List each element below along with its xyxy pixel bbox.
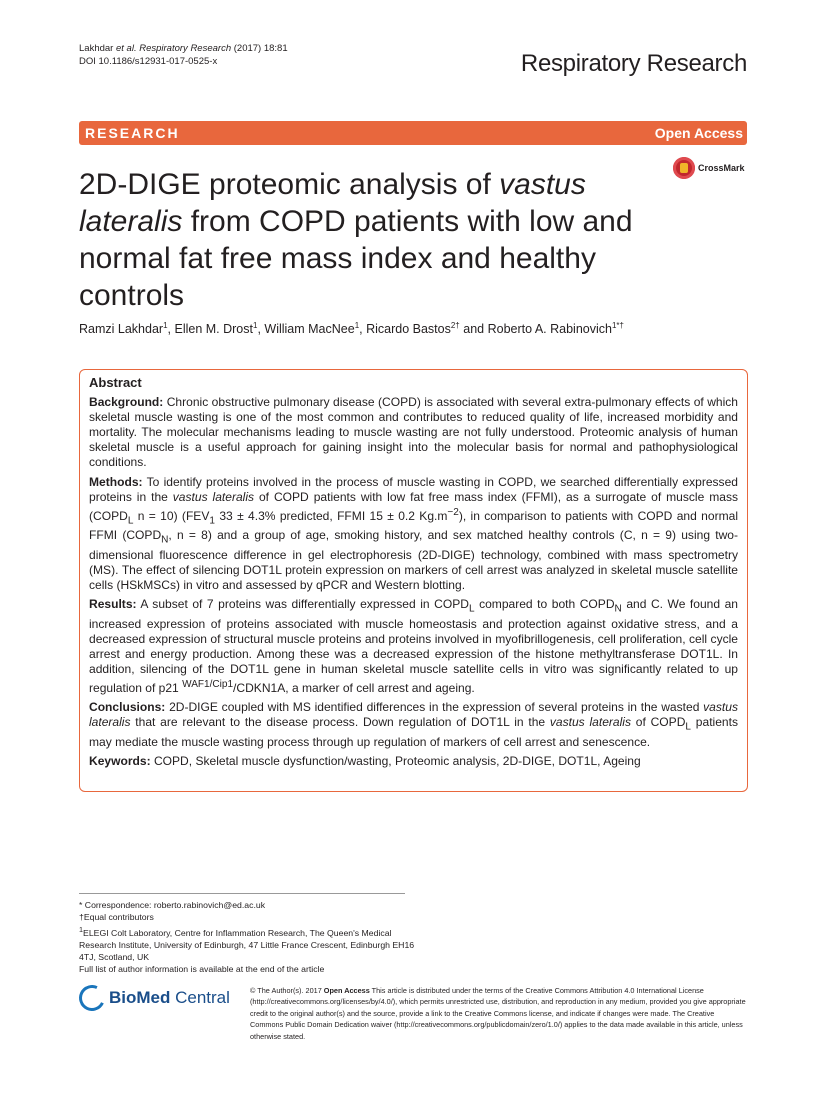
author-affil: 1 (252, 321, 258, 330)
conclusions-italic: vastus lateralis (549, 715, 631, 730)
article-title (79, 166, 659, 314)
publisher-bio: BioMed (109, 988, 171, 1007)
author-name[interactable]: Ellen M. Drost (174, 322, 253, 337)
methods-text: ), in comparison to patients with COPD and normal FFMI (COPD (89, 508, 738, 543)
full-list-note: Full list of author information is available at the end of the article (79, 964, 325, 975)
citation-authors: Lakhdar (79, 43, 114, 54)
author-name[interactable]: William MacNee (264, 322, 355, 337)
citation-tail: (2017) 18:81 (233, 43, 288, 54)
keywords-label: Keywords: (89, 753, 151, 768)
subscript: L (685, 721, 692, 733)
abstract-conclusions (89, 700, 738, 750)
crossmark-icon (673, 157, 695, 179)
footnotes (79, 899, 419, 976)
methods-text: To identify proteins involved in the process of muscle wasting in COPD, we searched differentially expressed proteins in the (89, 474, 738, 504)
author-name[interactable]: Ricardo Bastos (366, 322, 451, 337)
correspondence[interactable]: * Correspondence: roberto.rabinovich@ed.ac.uk (79, 900, 266, 910)
copyright: © The Author(s). 2017 (250, 986, 322, 995)
author-affil: 1 (163, 321, 168, 330)
results-text: /CDKN1A, a marker of cell arrest and ageing. (233, 680, 475, 695)
author-name[interactable]: Ramzi Lakhdar (79, 322, 164, 337)
methods-text: of COPD patients with low fat free mass index (FFMI), as a surrogate of muscle mass (COPD (89, 489, 738, 523)
title-part2: from COPD patients with low and normal fat free mass index and healthy controls (79, 205, 633, 312)
author-list: Ramzi Lakhdar$^1$, Ellen M. Drost$^1$, William MacNee$^1$, Ricardo Bastos$^{2\dagger}$ and Roberto A. Rabinovich$^{1*\dagger}$ (79, 321, 624, 337)
author-affil: 1 (354, 321, 360, 330)
publisher-central: Central (170, 988, 230, 1007)
abstract-heading: Abstract (89, 375, 142, 390)
conclusions-text: that are relevant to the disease process. Down regulation of DOT1L in the (130, 715, 550, 730)
open-access-badge: Open Access (654, 125, 743, 141)
conclusions-text: 2D-DIGE coupled with MS identified differences in the expression of several proteins in the wasted (169, 700, 704, 715)
methods-text: , n = 8) and a group of age, smoking history, and sex matched healthy controls (C, n = 9) using two-dimensional fluorescence difference in gel electrophoresis (2D-DIGE) technology, combined with mass spectrometry (MS). The effect of silencing DOT1L protein expression on markers of cell arrest was analyzed in skeletal muscle satellite cells (HSkMSCs) in vitro and assessed by qPCR and Western blotting. (89, 528, 739, 592)
affiliation-sup: 1 (79, 924, 84, 934)
subscript: 1 (209, 515, 215, 527)
section-banner (79, 121, 747, 145)
abstract-background (89, 395, 738, 470)
section-label: RESEARCH (85, 125, 180, 141)
crossmark-label: CrossMark (698, 163, 745, 173)
abstract-keywords (89, 754, 738, 769)
methods-italic: vastus lateralis (172, 489, 255, 504)
authors-and: and (463, 322, 485, 337)
superscript: WAF1/Cip1 (182, 678, 234, 690)
subscript: L (127, 515, 134, 527)
license-text: This article is distributed under the terms of the Creative Commons Attribution 4.0 International License (http://creativecommons.org/licenses/by/4.0/), which permits unrestricted use, distribution, and reproduction in any medium, provided you give appropriate credit to the original author(s) and the source, provide a link to the Creative Commons license, and indicate if changes were made. The Creative Commons Public Domain Dedication waiver (http://creativecommons.org/publicdomain/zero/1.0/) applies to the data made available in this article, unless otherwise stated. (250, 986, 746, 1041)
author-affil: 1*† (611, 321, 624, 330)
affiliation (79, 924, 419, 964)
title-part1: 2D-DIGE proteomic analysis of (79, 168, 500, 201)
biomed-central-logo[interactable] (79, 985, 230, 1011)
biomed-central-ring-icon (75, 981, 108, 1014)
author-affil: 2† (450, 321, 460, 330)
abstract-box (79, 369, 748, 792)
author-name[interactable]: Roberto A. Rabinovich (487, 322, 612, 337)
citation-etal: et al. (115, 43, 137, 54)
superscript: −2 (447, 506, 459, 518)
footnote-divider (79, 893, 405, 894)
license-notice (250, 985, 747, 1042)
doi-link[interactable]: DOI 10.1186/s12931-017-0525-x (79, 56, 218, 67)
abstract-results (89, 597, 738, 696)
journal-name: Respiratory Research (520, 50, 747, 77)
background-text: Chronic obstructive pulmonary disease (COPD) is associated with several extra-pulmonary effects of which skeletal muscle wasting is one of the most common and contributes to reduced quality of life, increased morbidity and mortality. The molecular mechanisms leading to muscle wasting are not fully understood. Proteomic analysis of human skeletal muscle is a useful approach for gaining insight into the molecular basis for normal and pathophysiological conditions. (89, 395, 738, 470)
affiliation-text: ELEGI Colt Laboratory, Centre for Inflammation Research, The Queen's Medical Research Institute, University of Edinburgh, 47 Little France Crescent, Edinburgh EH16 4TJ, Scotland, UK (79, 927, 415, 963)
results-text: and C. We found an increased expression of proteins associated with muscle homeostasis and protection against oxidative stress, and a decreased expression of structural muscle proteins and proteins involved in myofibrillogenesis, cell proliferation, cell cycle arrest and energy production. Among these was a decreased expression of the histone methyltransferase DOT1L. In addition, silencing of the DOT1L gene in human skeletal muscle satellite cells in vitro was significantly related to up regulation of p21 (89, 597, 739, 695)
methods-text: 33 ± 4.3% predicted, FFMI 15 ± 0.2 Kg.m (214, 508, 448, 523)
abstract-methods (89, 475, 738, 593)
license-open-access: Open Access (323, 986, 370, 995)
conclusions-label: Conclusions: (89, 700, 166, 715)
conclusions-text: patients may mediate the muscle wasting process through up regulation of markers of cell arrest and senescence. (89, 715, 738, 749)
subscript: L (468, 603, 475, 615)
subscript: N (614, 603, 622, 615)
publisher-name (109, 988, 230, 1008)
citation-journal: Respiratory Research (139, 43, 232, 54)
results-label: Results: (89, 597, 137, 612)
subscript: N (161, 534, 169, 546)
equal-contrib-note: †Equal contributors (79, 912, 154, 923)
crossmark-button[interactable] (673, 157, 745, 179)
methods-text: n = 10) (FEV (133, 508, 210, 523)
keywords-text: COPD, Skeletal muscle dysfunction/wasting, Proteomic analysis, 2D-DIGE, DOT1L, Ageing (153, 753, 641, 768)
results-text: A subset of 7 proteins was differentially expressed in COPD (140, 597, 469, 612)
conclusions-text: of COPD (631, 715, 686, 730)
citation-header (79, 42, 288, 68)
methods-label: Methods: (89, 474, 143, 489)
results-text: compared to both COPD (474, 597, 615, 612)
title-italic: vastus lateralis (79, 168, 586, 238)
conclusions-italic: vastus lateralis (89, 700, 738, 730)
background-label: Background: (89, 395, 164, 410)
